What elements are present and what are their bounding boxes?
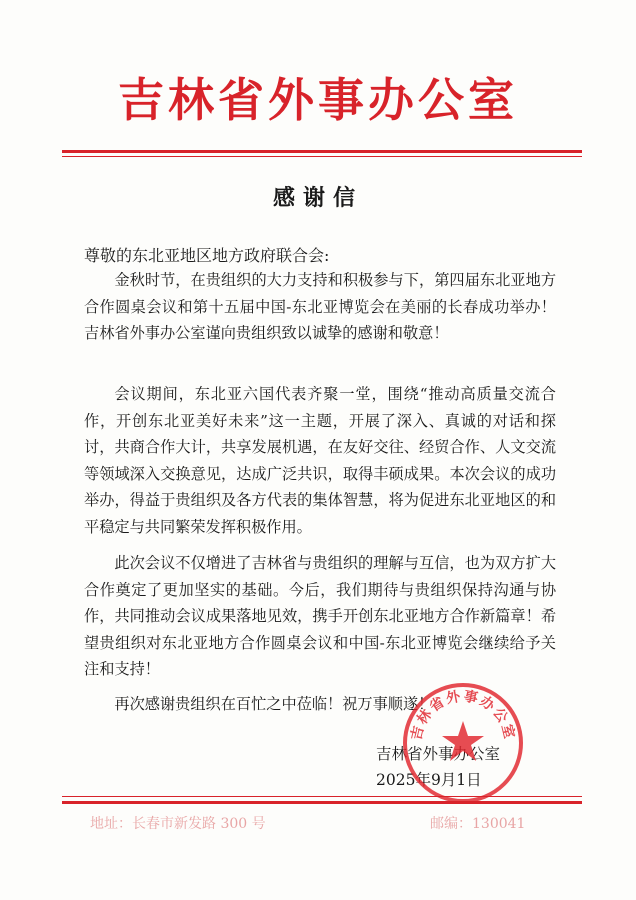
footer-address: 地址：长春市新发路 300 号 [90,816,266,832]
paragraph-4: 再次感谢贵组织在百忙之中莅临！祝万事顺遂！ [114,695,434,713]
header-rule-thick [62,150,582,153]
letter-title: 感谢信 [272,186,363,211]
paragraph-2: 会议期间，东北亚六国代表齐聚一堂，围绕“推动高质量交流合作，开创东北亚美好未来”这一主题，开展了深入、真诚的对话和探讨，共商合作大计，共享发展机遇，在友好交往、经贸合作、人文交流等领域深入交换意见，达成广泛共识，取得丰硕成果。本次会议的成功举办，得益于贵组织及各方代表的集体智慧，将为促进东北亚地区的和平稳定与共同繁荣发挥积极作用。 [84,385,556,536]
signature-org: 吉林省外事办公室 [376,745,501,763]
signature-date: 2025年9月1日 [376,771,482,789]
footer-postcode: 邮编：130041 [430,816,526,832]
paragraph-1: 金秋时节，在贵组织的大力支持和积极参与下，第四届东北亚地方合作圆桌会议和第十五届中国-东北亚博览会在美丽的长春成功举办！吉林省外事办公室谨向贵组织致以诚挚的感谢和敬意！ [84,271,556,342]
footer-rule-thick [62,801,582,804]
footer-rule-thin [62,796,582,797]
seal-text: 吉林省外事办公室 [408,688,518,742]
header-rule-thin [62,156,582,157]
salutation: 尊敬的东北亚地区地方政府联合会: [84,246,330,265]
official-seal-icon [401,681,525,805]
paragraph-3: 此次会议不仅增进了吉林省与贵组织的理解与互信，也为双方扩大合作奠定了更加坚实的基础。今后，我们期待与贵组织保持沟通与协作，共同推动会议成果落地见效，携手开创东北亚地方合作新篇章！希望贵组织对东北亚地方合作圆桌会议和中国-东北亚博览会继续给予关注和支持！ [84,554,556,678]
letterhead-title: 吉林省外事办公室 [118,73,518,127]
